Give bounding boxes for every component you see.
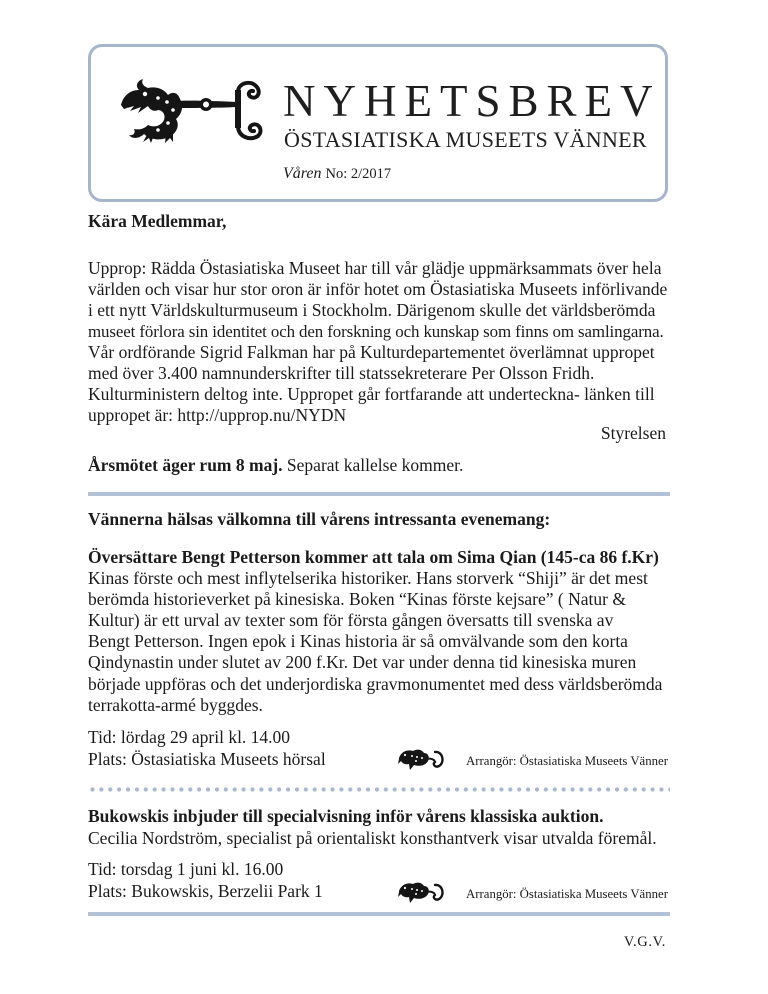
appeal-line: i ett nytt Världskulturmuseum i Stockholm. Därigenom skulle det världsberömda bbox=[88, 300, 656, 320]
event-details bbox=[88, 726, 326, 770]
page-turn-note: V.G.V. bbox=[623, 934, 666, 950]
event-heading: Översättare Bengt Petterson kommer att tala om Sima Qian (145-ca 86 f.Kr) bbox=[88, 547, 659, 567]
event-description-line: Qindynastin under slutet av 200 f.Kr. Det var under denna tid kinesiska muren bbox=[88, 652, 637, 673]
dragon-icon bbox=[118, 78, 268, 144]
appeal-line: museet förlora sin identitet och den forskning och kunskap som finns om samlingarna. bbox=[88, 322, 664, 341]
event-description-line: terrakotta-armé byggdes. bbox=[88, 694, 263, 715]
event-organizer: Arrangör: Östasiatiska Museets Vänner bbox=[466, 887, 668, 901]
event-time: Tid: torsdag 1 juni kl. 16.00 bbox=[88, 858, 284, 879]
appeal-line: Kulturministern deltog inte. Uppropet går fortfarande att underteckna- länken till bbox=[88, 384, 655, 404]
bottom-divider bbox=[88, 912, 670, 916]
appeal-line: världen och visar hur stor oron är inför hotet om Östasiatiska Museets införlivande bbox=[88, 279, 668, 299]
masthead-box bbox=[88, 44, 668, 202]
appeal-paragraph bbox=[88, 258, 667, 426]
event-time: Tid: lördag 29 april kl. 14.00 bbox=[88, 726, 291, 747]
newsletter-subtitle: ÖSTASIATISKA MUSEETS VÄNNER bbox=[284, 127, 647, 152]
annual-meeting-notice bbox=[88, 455, 463, 476]
events-intro: Vännerna hälsas välkomna till vårens intressanta evenemang: bbox=[88, 509, 551, 529]
event-description-line: Bengt Petterson. Ingen epok i Kinas historia är så omvälvande som den korta bbox=[88, 631, 628, 652]
event-description-line: Kultur) är ett urval av texter som för första gången översatts till svenska av bbox=[88, 609, 614, 630]
event-description-line: började uppföras och det underjordiska gravmonumentet med dess världsberömda bbox=[88, 673, 663, 694]
dragon-icon bbox=[398, 880, 446, 904]
event-description-line: Kinas förste och mest inflytelserika historiker. Hans storverk “Shiji” är det mest bbox=[88, 567, 648, 588]
appeal-line: uppropet är: http://upprop.nu/NYDN bbox=[88, 405, 347, 425]
event-description bbox=[88, 568, 662, 716]
event-place: Plats: Östasiatiska Museets hörsal bbox=[88, 748, 326, 769]
season-label: Våren bbox=[283, 165, 322, 182]
event-heading: Bukowskis inbjuder till specialvisning inför vårens klassiska auktion. bbox=[88, 806, 604, 826]
annual-meeting-date: Årsmötet äger rum 8 maj. bbox=[88, 455, 283, 475]
newsletter-title: NYHETSBREV bbox=[283, 76, 661, 126]
appeal-line: Vår ordförande Sigrid Falkman har på Kulturdepartementet överlämnat uppropet bbox=[88, 342, 655, 362]
annual-meeting-note: Separat kallelse kommer. bbox=[286, 455, 464, 475]
event-description bbox=[88, 805, 657, 849]
greeting: Kära Medlemmar, bbox=[88, 211, 227, 231]
dotted-divider bbox=[88, 787, 670, 792]
event-place: Plats: Bukowskis, Berzelii Park 1 bbox=[88, 880, 323, 901]
issue-number: No: 2/2017 bbox=[325, 166, 392, 182]
section-divider bbox=[88, 492, 670, 496]
signature: Styrelsen bbox=[600, 423, 666, 443]
event-description-line: berömda historieverket på kinesiska. Boken “Kinas förste kejsare” ( Natur & bbox=[88, 588, 626, 609]
appeal-line: med över 3.400 namnunderskrifter till statssekreterare Per Olsson Fridh. bbox=[88, 363, 595, 383]
event-details bbox=[88, 858, 323, 902]
appeal-line: Upprop: Rädda Östasiatiska Museet har till vår glädje uppmärksammats över hela bbox=[88, 258, 662, 278]
dragon-icon bbox=[398, 747, 446, 771]
event-description-line: Cecilia Nordström, specialist på orientaliskt konsthantverk visar utvalda föremål. bbox=[88, 828, 657, 848]
edition-line bbox=[283, 166, 391, 182]
event-organizer: Arrangör: Östasiatiska Museets Vänner bbox=[466, 754, 668, 768]
